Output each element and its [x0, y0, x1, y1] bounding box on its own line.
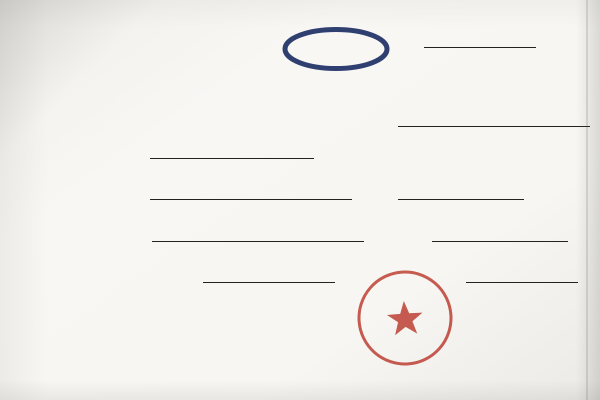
cert-number-row — [424, 33, 536, 48]
issue-date — [318, 331, 357, 349]
red-seal-stamp-icon — [348, 261, 461, 374]
product-name-value — [150, 184, 352, 200]
registered-address-value — [398, 124, 590, 127]
cert-number-value — [424, 46, 536, 48]
trademark-value — [398, 182, 524, 200]
report-number-value — [203, 266, 335, 283]
seal-star-icon — [386, 300, 424, 336]
unit-name-value — [150, 146, 314, 159]
nastc-logo — [281, 26, 391, 72]
test-basis-value — [432, 226, 568, 242]
model-spec-value — [152, 226, 364, 242]
qualification-cert-value — [466, 266, 578, 283]
